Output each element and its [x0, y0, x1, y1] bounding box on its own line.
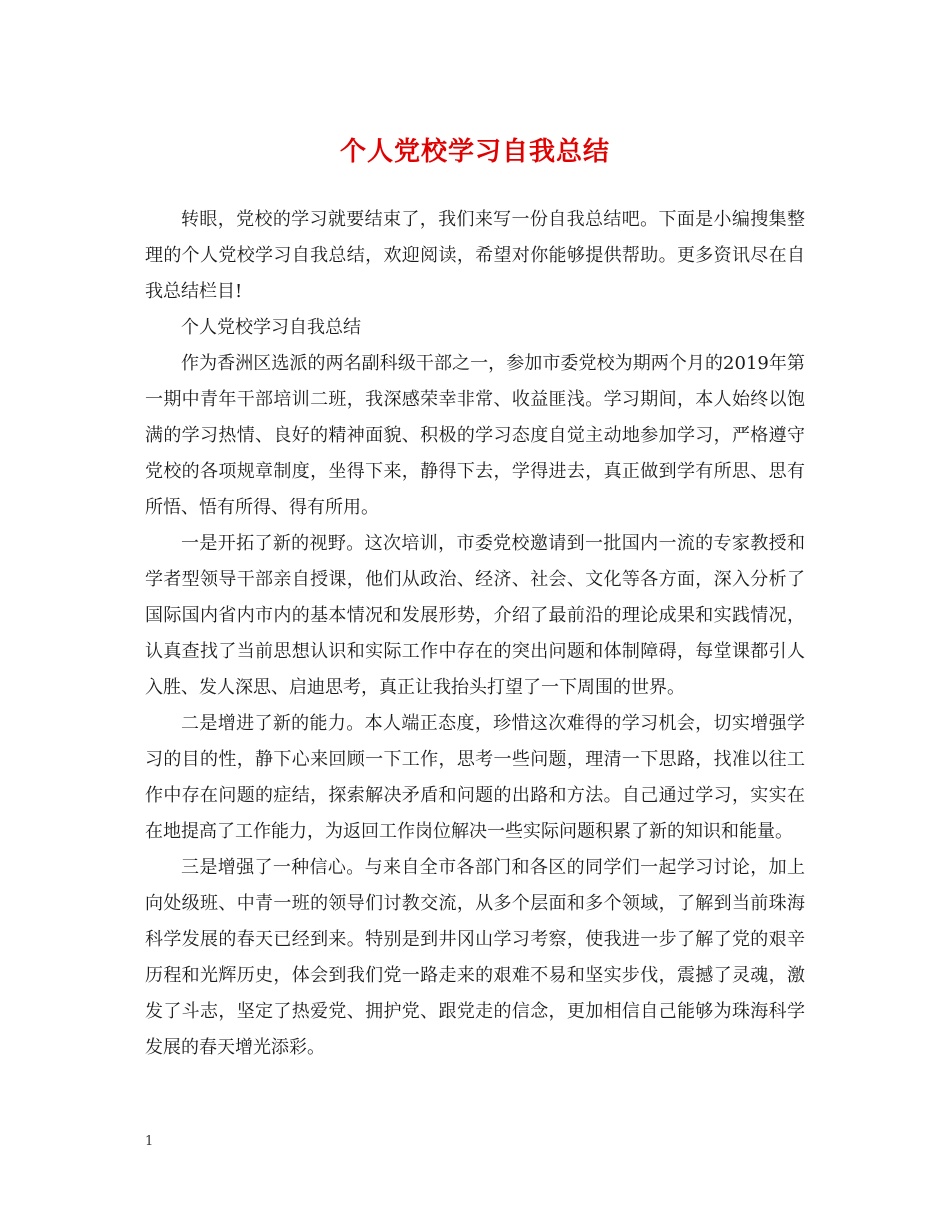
body-paragraph: 作为香洲区选派的两名副科级干部之一，参加市委党校为期两个月的2019年第一期中青年干部培训二班，我深感荣幸非常、收益匪浅。学习期间，本人始终以饱满的学习热情、良好的精神面貌、积极的学习态度自觉主动地参加学习，严格遵守党校的各项规章制度，坐得下来，静得下去，学得进去，真正做到学有所思、思有所悟、悟有所得、得有所用。 — [145, 353, 805, 518]
subheading-paragraph: 个人党校学习自我总结 — [181, 317, 361, 338]
body-paragraph: 二是增进了新的能力。本人端正态度，珍惜这次难得的学习机会，切实增强学习的目的性，静下心来回顾一下工作，思考一些问题，理清一下思路，找准以往工作中存在问题的症结，探索解决矛盾和问题的出路和方法。自己通过学习，实实在在地提高了工作能力，为返回工作岗位解决一些实际问题积累了新的知识和能量。 — [145, 713, 805, 842]
document-body — [145, 202, 805, 1066]
body-paragraph: 一是开拓了新的视野。这次培训，市委党校邀请到一批国内一流的专家教授和学者型领导干部亲自授课，他们从政治、经济、社会、文化等各方面，深入分析了国际国内省内市内的基本情况和发展形势，介绍了最前沿的理论成果和实践情况，认真查找了当前思想认识和实际工作中存在的突出问题和体制障碍，每堂课都引人入胜、发人深思、启迪思考，真正让我抬头打望了一下周围的世界。 — [145, 533, 805, 698]
page-number: 1 — [145, 1134, 154, 1149]
intro-paragraph: 转眼，党校的学习就要结束了，我们来写一份自我总结吧。下面是小编搜集整理的个人党校学习自我总结，欢迎阅读，希望对你能够提供帮助。更多资讯尽在自我总结栏目! — [145, 209, 805, 302]
document-title: 个人党校学习自我总结 — [339, 137, 610, 167]
body-paragraph: 三是增强了一种信心。与来自全市各部门和各区的同学们一起学习讨论，加上向处级班、中青一班的领导们讨教交流，从多个层面和多个领域，了解到当前珠海科学发展的春天已经到来。特别是到井冈山学习考察，使我进一步了解了党的艰辛历程和光辉历史，体会到我们党一路走来的艰难不易和坚实步伐，震撼了灵魂，激发了斗志，坚定了热爱党、拥护党、跟党走的信念，更加相信自己能够为珠海科学发展的春天增光添彩。 — [145, 857, 805, 1058]
